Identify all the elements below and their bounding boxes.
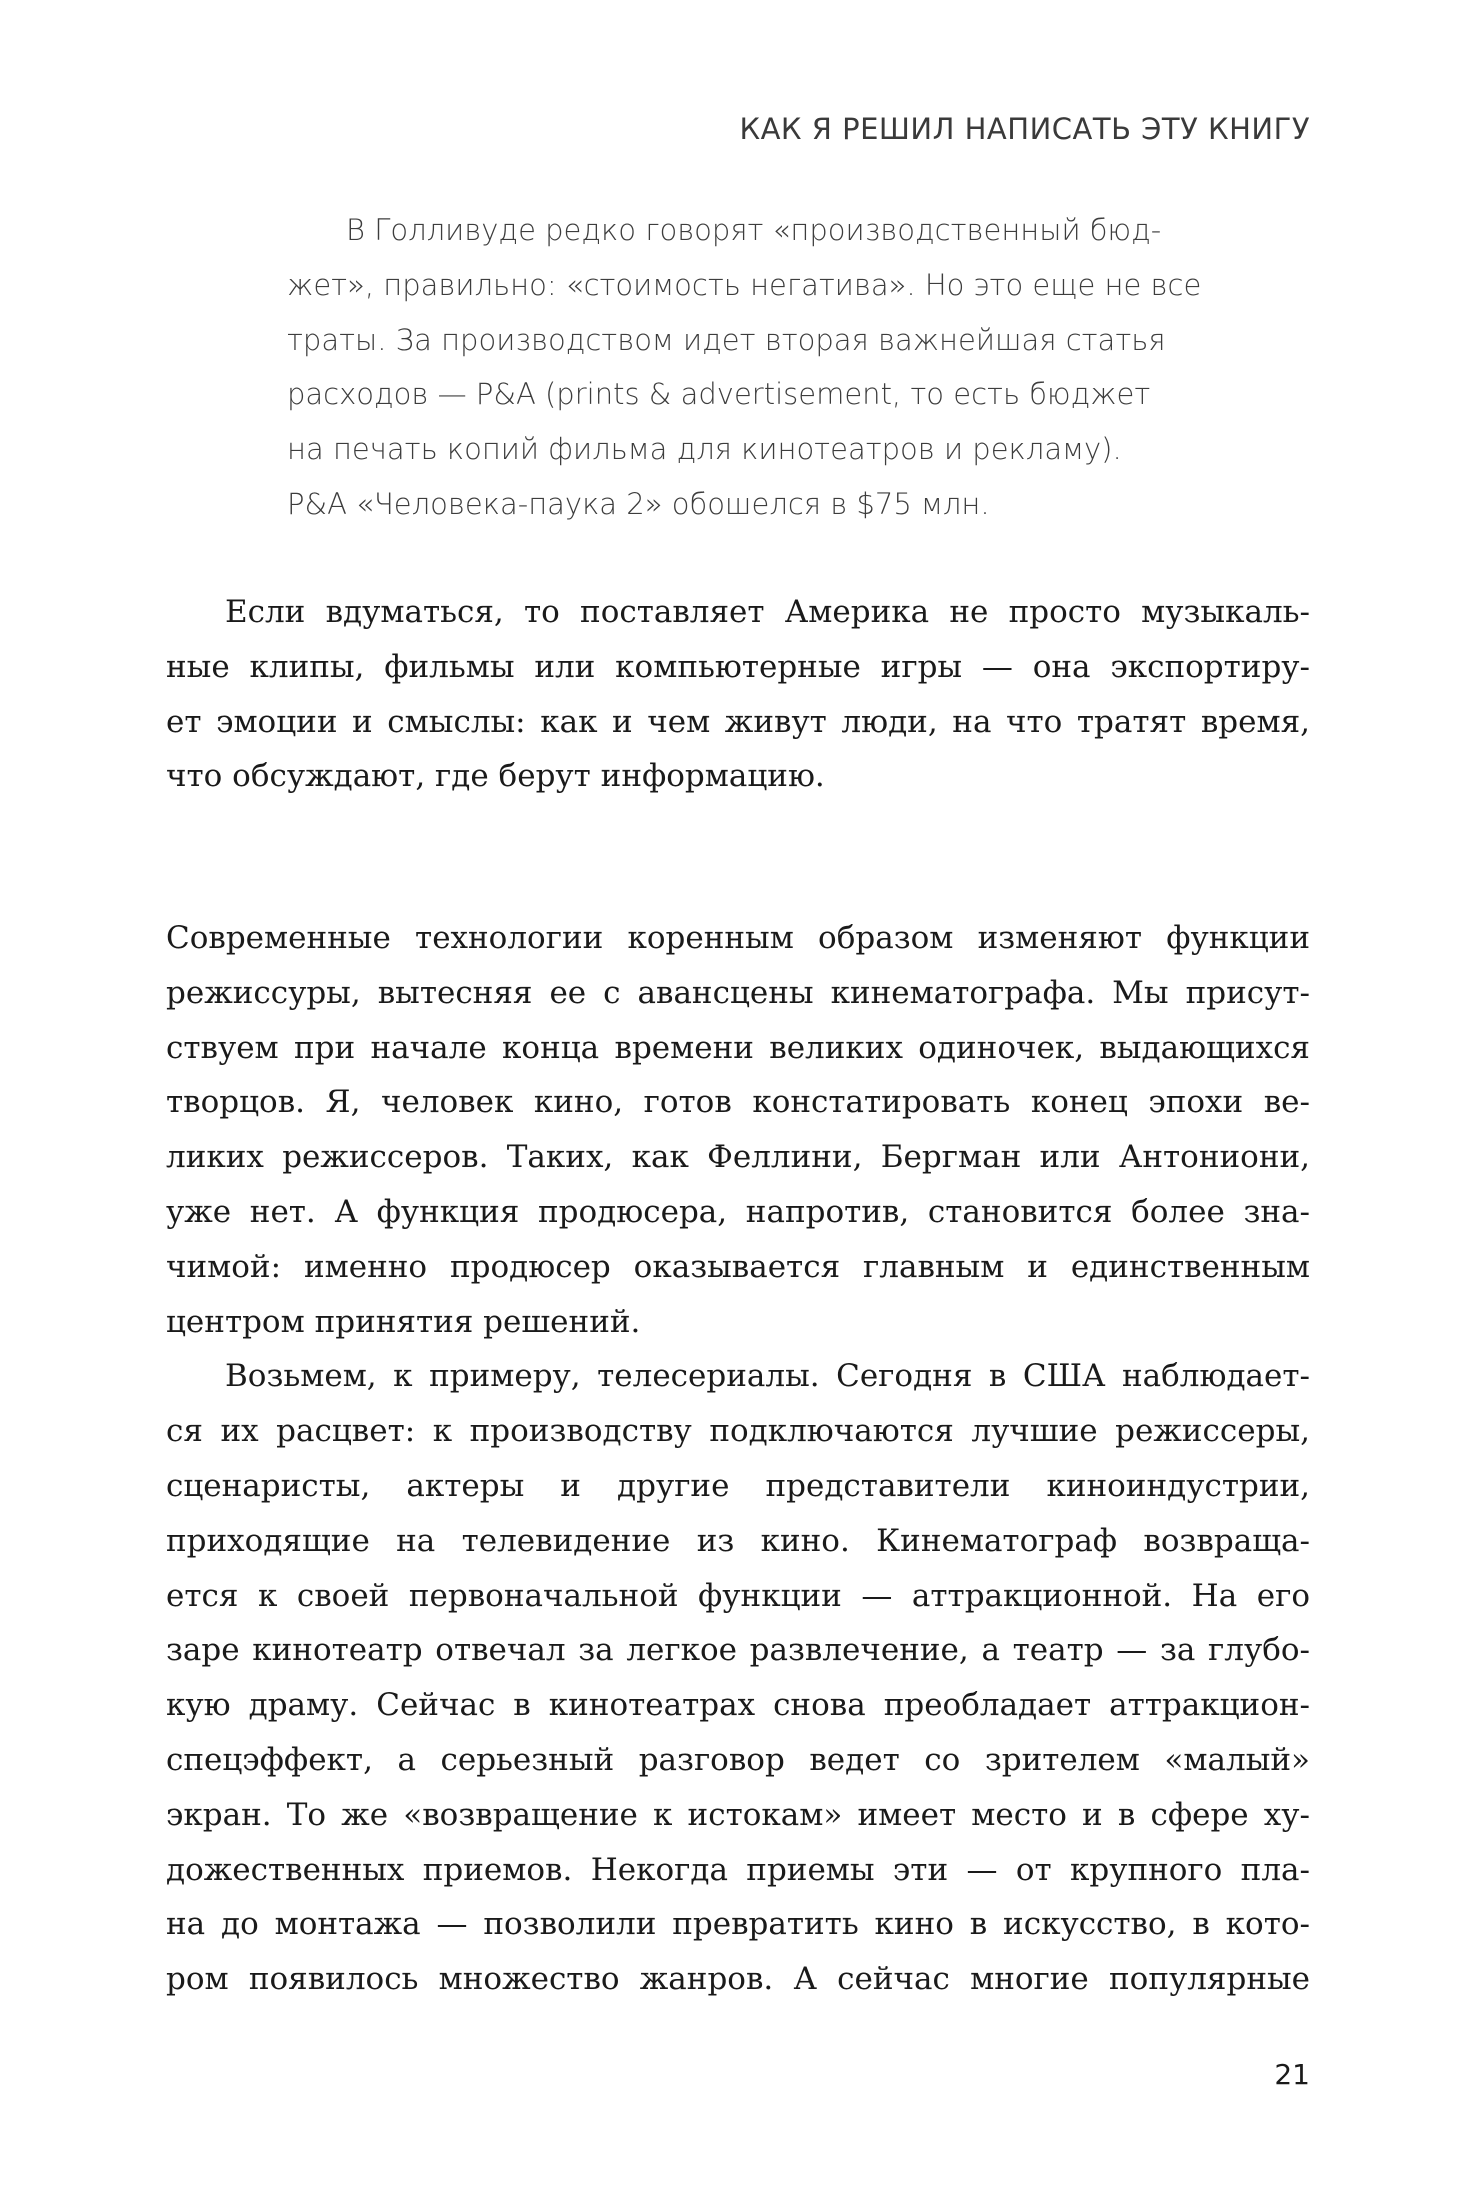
text-line: на печать копий фильма для кинотеатров и рекламу).	[287, 432, 1122, 467]
text-line: центром принятия решений.	[166, 1303, 641, 1340]
text-line: режиссуры, вытесняя ее с авансцены кинематографа. Мы присут-	[166, 974, 1310, 1011]
text-line: В Голливуде редко говорят «производственный бюд-	[346, 213, 1162, 247]
text-line: P&A «Человека-паука 2» обошелся в $75 млн.	[287, 486, 990, 521]
page-number: 21	[1274, 2058, 1310, 2091]
text-line: что обсуждают, где берут информацию.	[166, 758, 825, 795]
text-line: Если вдуматься, то поставляет Америка не просто музыкаль-	[225, 594, 1310, 630]
text-line: заре кинотеатр отвечал за легкое развлечение, а театр — за глубо-	[166, 1632, 1310, 1669]
text-line: ет эмоции и смыслы: как и чем живут люди, на что тратят время,	[166, 703, 1310, 740]
text-line: траты. За производством идет вторая важнейшая статья	[287, 322, 1166, 357]
text-line: ся их расцвет: к производству подключаются лучшие режиссеры,	[166, 1413, 1310, 1450]
text-line: ные клипы, фильмы или компьютерные игры — она экспортиру-	[166, 648, 1310, 685]
paragraph-2	[166, 911, 1310, 2007]
text-line: дожественных приемов. Некогда приемы эти — от крупного пла-	[166, 1851, 1310, 1888]
running-header: КАК Я РЕШИЛ НАПИСАТЬ ЭТУ КНИГУ	[739, 112, 1310, 146]
text-line: чимой: именно продюсер оказывается главным и единственным	[166, 1248, 1310, 1285]
text-line: приходящие на телевидение из кино. Кинематограф возвраща-	[166, 1522, 1310, 1559]
text-line: Современные технологии коренным образом изменяют функции	[166, 920, 1310, 956]
text-line: ликих режиссеров. Таких, как Феллини, Бергман или Антониони,	[166, 1139, 1310, 1176]
text-line: спецэффект, а серьезный разговор ведет со зрителем «малый»	[166, 1741, 1310, 1778]
text-line: жет», правильно: «стоимость негатива». Но это еще не все	[287, 267, 1202, 302]
text-line: сценаристы, актеры и другие представители киноиндустрии,	[166, 1467, 1310, 1504]
text-line: расходов — P&A (prints & advertisement, то есть бюджет	[287, 377, 1151, 412]
text-line: на до монтажа — позволили превратить кино в искусство, в кото-	[166, 1906, 1310, 1943]
text-line: кую драму. Сейчас в кинотеатрах снова преобладает аттракцион-	[166, 1687, 1310, 1724]
paragraph-1	[166, 585, 1310, 804]
text-line: экран. То же «возвращение к истокам» имеет место и в сфере ху-	[166, 1796, 1310, 1833]
text-line: уже нет. А функция продюсера, напротив, становится более зна-	[166, 1193, 1310, 1230]
text-line: ром появилось множество жанров. А сейчас многие популярные	[166, 1961, 1310, 1998]
text-line: ется к своей первоначальной функции — аттракционной. На его	[166, 1577, 1310, 1614]
sidebar-note	[287, 203, 1297, 532]
text-line: творцов. Я, человек кино, готов констатировать конец эпохи ве-	[166, 1084, 1310, 1121]
text-line: Возьмем, к примеру, телесериалы. Сегодня в США наблюдает-	[225, 1358, 1310, 1395]
text-line: ствуем при начале конца времени великих одиночек, выдающихся	[166, 1029, 1310, 1066]
